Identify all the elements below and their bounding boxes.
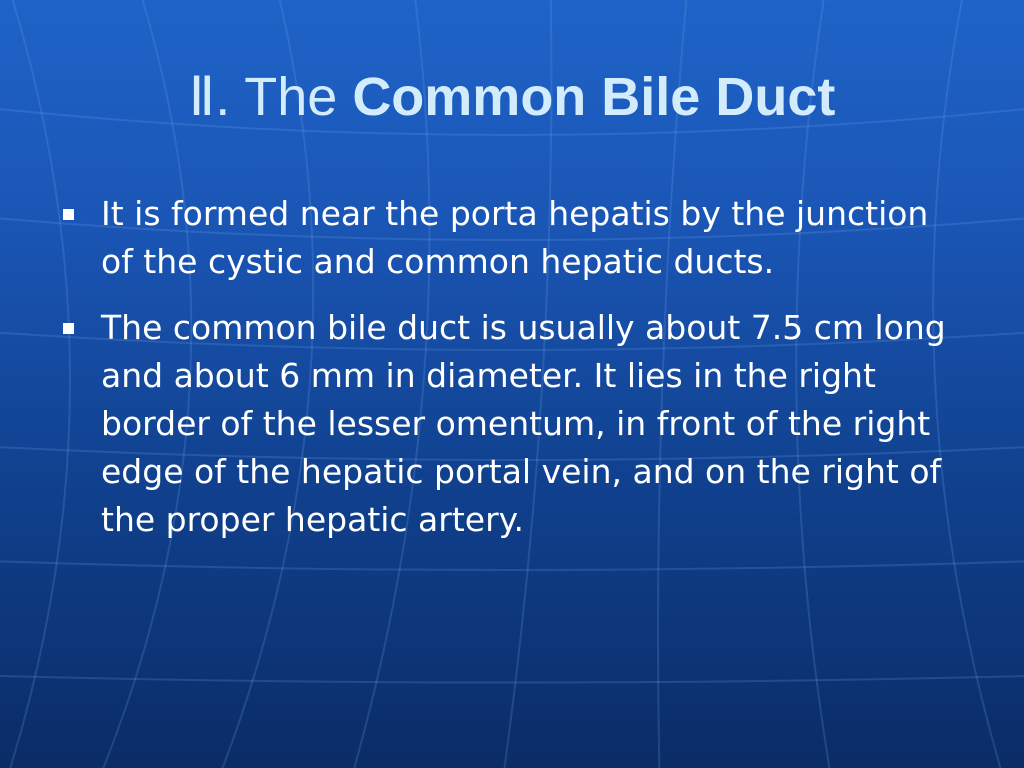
slide-title <box>0 62 1024 132</box>
square-bullet-icon <box>63 323 74 334</box>
slide-title-main: Common Bile Duct <box>352 67 836 127</box>
slide-title-prefix: Ⅱ. The <box>188 67 353 127</box>
bullet-text: The common bile duct is usually about 7.5 cm long and about 6 mm in diameter. It lies in the right border of the lesser omentum, in front of the right edge of the hepatic portal vein, and on the right of the proper hepatic artery. <box>101 308 946 539</box>
bullet-list <box>62 190 968 562</box>
bullet-item <box>62 304 968 544</box>
bullet-text: It is formed near the porta hepatis by the junction of the cystic and common hepatic ducts. <box>101 194 929 281</box>
square-bullet-icon <box>63 209 74 220</box>
bullet-item <box>62 190 968 286</box>
